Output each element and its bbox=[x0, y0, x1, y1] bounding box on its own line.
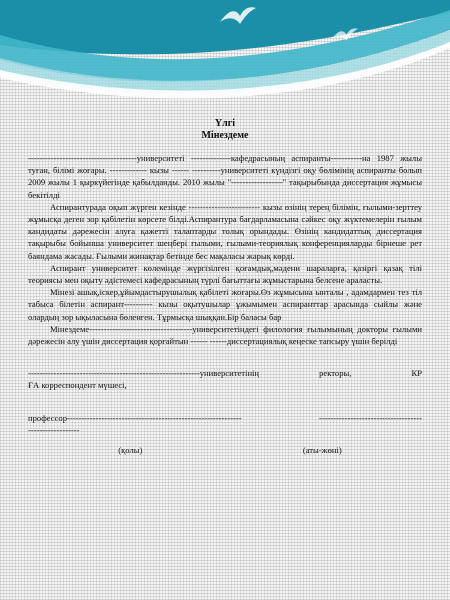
signature-university: ------------------------------------------------------------университетінің bbox=[28, 368, 260, 379]
bird-icon bbox=[330, 26, 360, 42]
bird-icon bbox=[218, 4, 258, 26]
document-title: Үлгі bbox=[214, 118, 236, 129]
paragraph-4: Мінезі ашық,іскер,ұйымдастырушылық қабілеті жоғары.Өз жұмысына ынталы , адамдармен тез тіл табыса білетін аспирант---------- кызы оқытушылар ұжымымен аспиранттар арасында сыйлы және олардың зор ықыласына бөленген. Тұрмысқа шыққан.Бір баласы бар bbox=[28, 287, 422, 322]
signature-kr: КР bbox=[411, 368, 422, 379]
signature-name-line: ------------------------------------ bbox=[318, 412, 422, 423]
paragraph-5: Мінездеме------------------------------------университетіндегі филология ғылымының докторы ғылыми дәрежесін алу үшін диссертация қорғайтын ------ ------диссертациялық кеңеске тапсыру үшін берілді bbox=[28, 323, 422, 347]
signature-line-1 bbox=[28, 367, 422, 379]
signature-labels bbox=[28, 444, 422, 456]
document-subtitle: Мінездеме bbox=[201, 130, 249, 141]
paragraph-3: Аспирант университет көлемінде жүргізілген қоғамдық,мәдени шараларға, қазіргі қазақ тілі теориясы мен оқыту әдістемесі кафедрасының түрлі бағыттағы жұмыстарына белсене араласты. bbox=[28, 262, 422, 286]
signature-rector: ректоры, bbox=[319, 368, 352, 379]
label-name: (аты-жөні) bbox=[302, 445, 342, 456]
signature-line-4: ------------------ bbox=[28, 424, 80, 435]
paragraph-2: Аспирантурада оқып жүрген кезінде ------------------------- кызы өзінің терең білімін, ғылыми-зерттеу жұмысқа деген зор қабілетін көрсете білді.Аспирантура бағдарламасына сәйкес оқу жүктемелерін ғылым кандидаты дәрежесін алуға қажетті талаптарды толық орындады. Өзінің кандидаттық диссертация тақырыбы бойынша университет шеңбері ғылыми, ғылыми-теориялық конференцияларды бірнеше рет баяндама жасады. Ғылыми жинақтар бетінде бес мақаласы жарық көрді. bbox=[28, 201, 422, 261]
signature-line-2: ҒА корреспондент мүшесі, bbox=[28, 380, 127, 391]
document-body bbox=[28, 118, 422, 456]
paragraph-1: --------------------------------------университеті --------------кафедрасының аспиранты-----------на 1987 жылы туған, білімі жоғары. ------------- кызы ------ ----------университеті күндізгі оқу бөлімінің аспиранты болып 2009 жылы 1 қыркүйегінде қабылданды. 2010 жылы "------------------" тақырыбында диссертация жұмысы бекітілді bbox=[28, 153, 422, 200]
signature-line-3 bbox=[28, 412, 422, 424]
signature-professor: профессор------------------------------------------------------------- bbox=[28, 412, 242, 423]
label-sign: (қолы) bbox=[118, 445, 143, 456]
